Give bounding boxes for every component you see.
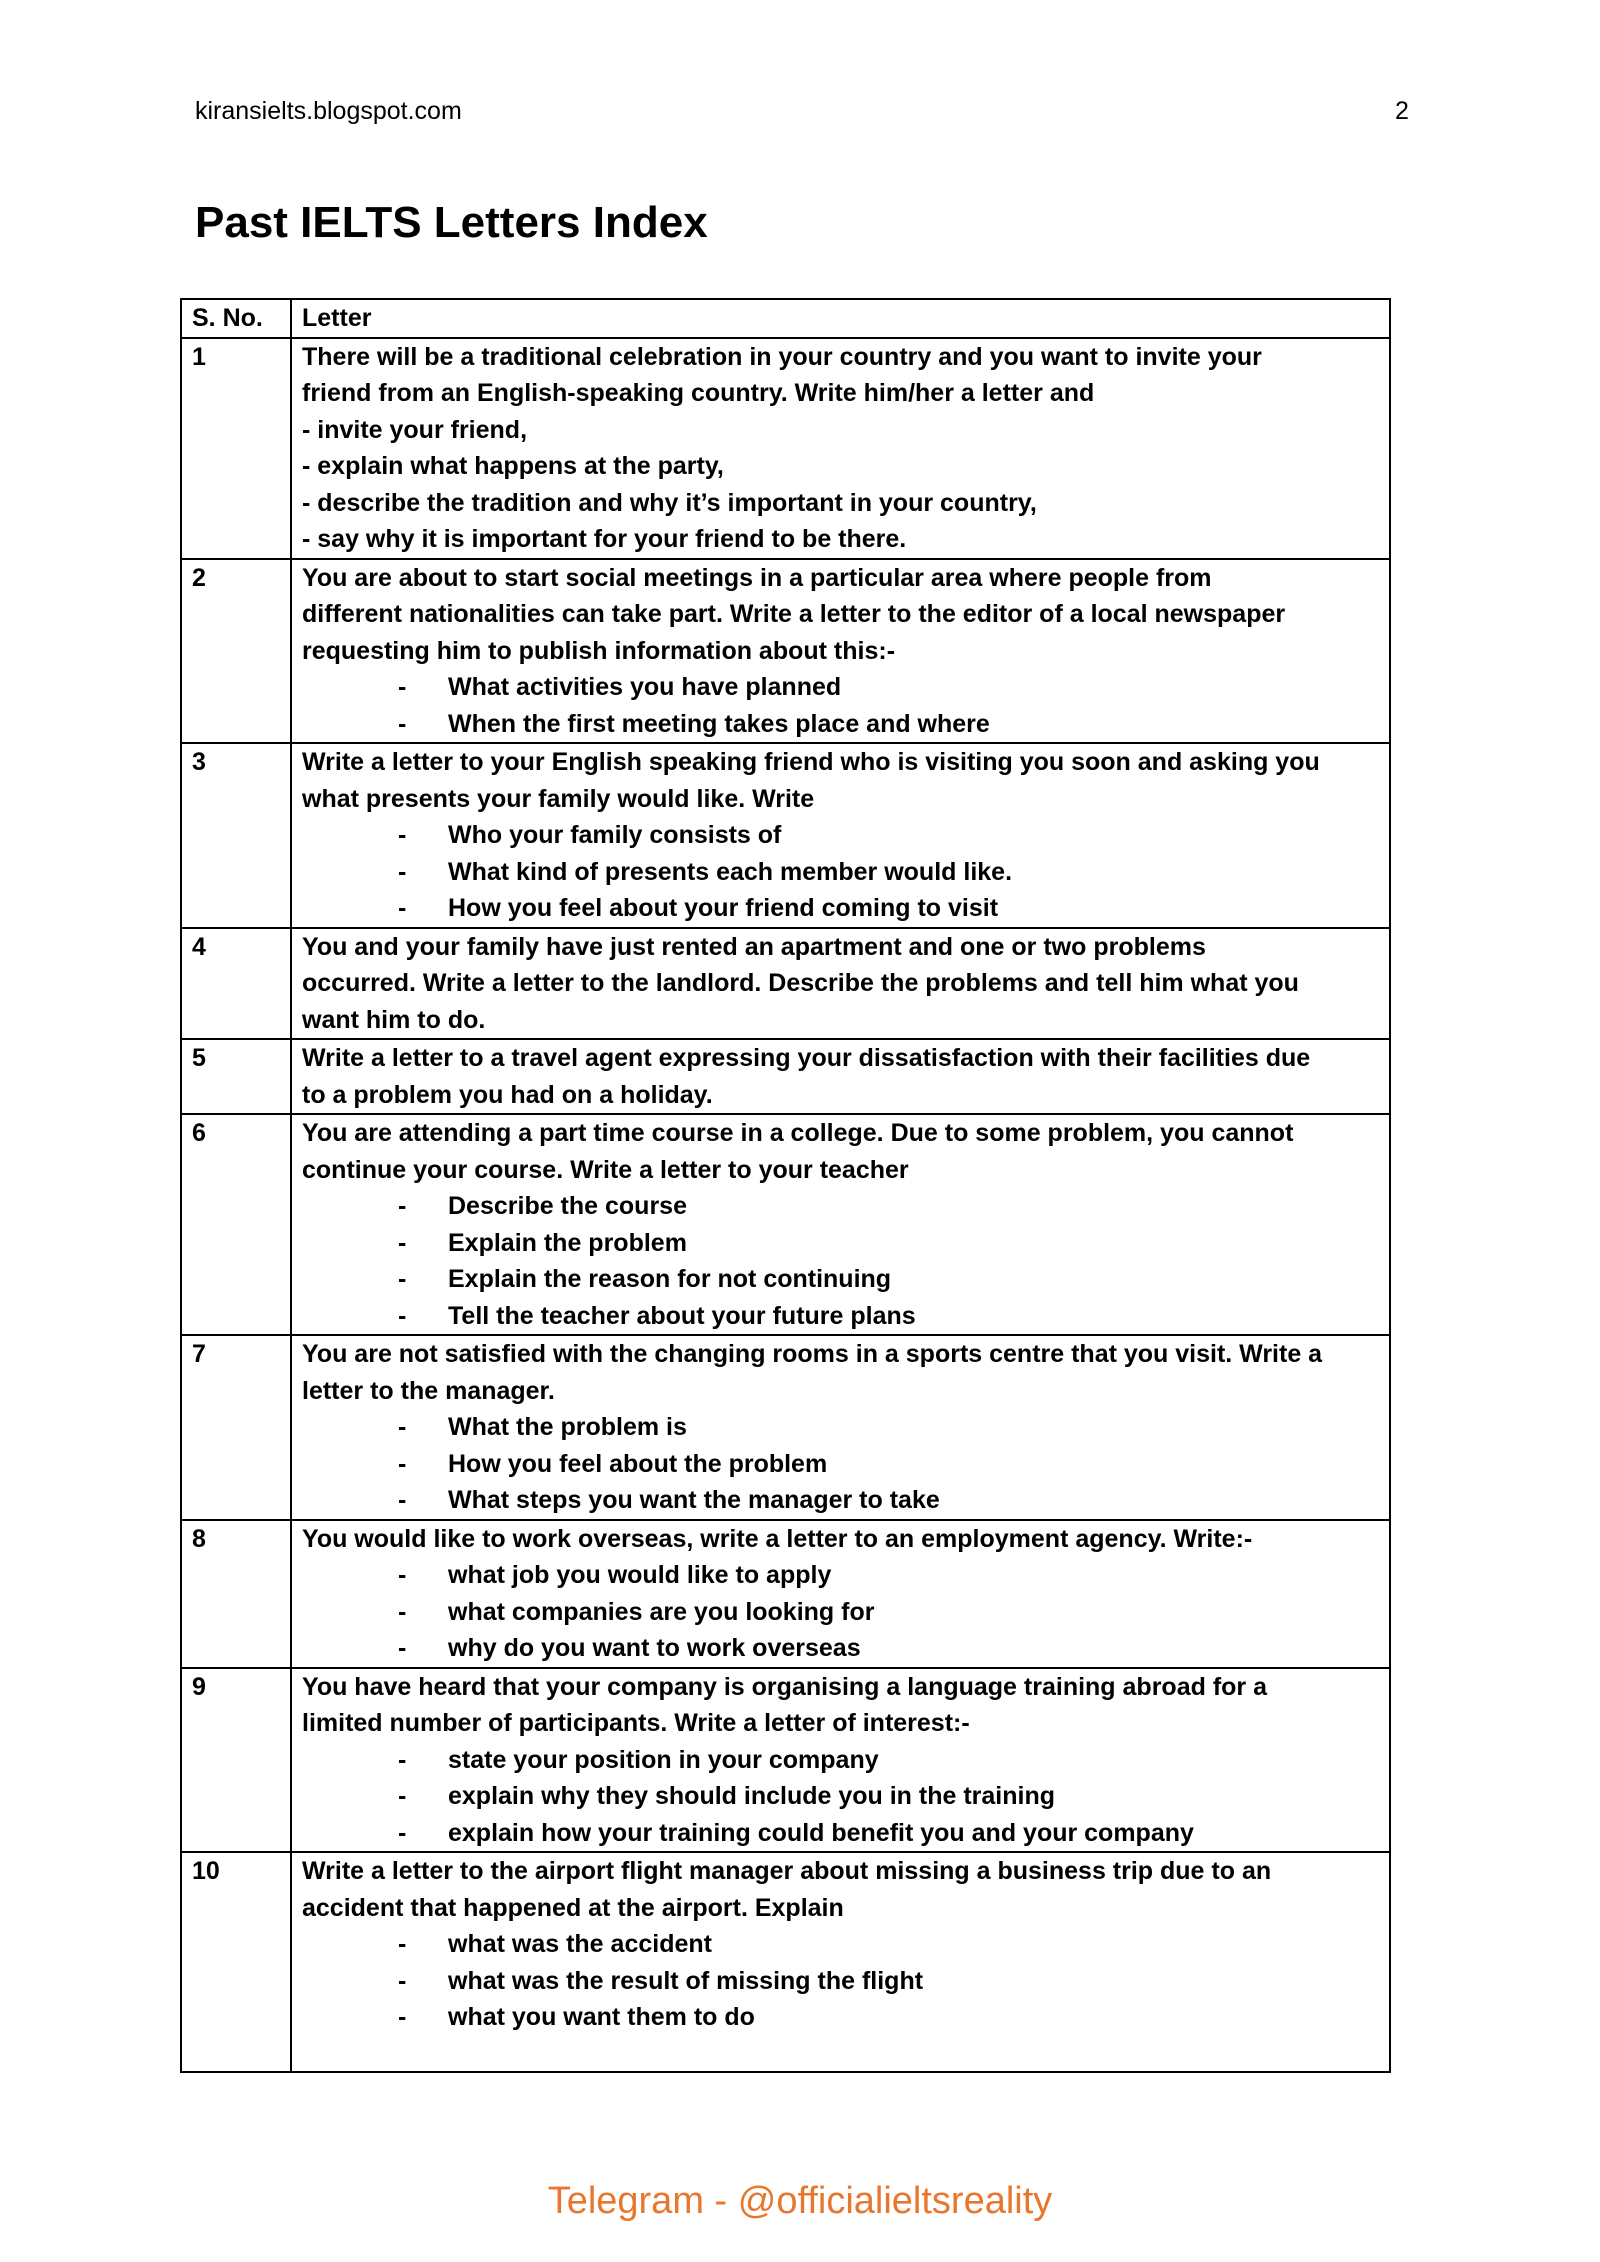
page-title: Past IELTS Letters Index	[195, 198, 708, 247]
header-site: kiransielts.blogspot.com	[195, 97, 462, 125]
prompt-bullet	[302, 1742, 1379, 1779]
prompt-bullet	[302, 669, 1379, 706]
row-number: 3	[181, 743, 291, 928]
prompt-line: You and your family have just rented an apartment and one or two problems	[302, 932, 1206, 961]
prompt-bullet	[302, 1999, 1379, 2036]
bullet-text: What the problem is	[448, 1413, 687, 1441]
prompt-bullet	[302, 890, 1379, 927]
letter-prompt	[291, 338, 1390, 559]
dash-bullet-icon: -	[398, 709, 407, 738]
bullet-text: what companies are you looking for	[448, 1597, 875, 1626]
prompt-bullet	[302, 1298, 1379, 1335]
dash-bullet-icon: -	[398, 2003, 407, 2031]
table-row	[181, 1335, 1390, 1520]
bullet-text: Tell the teacher about your future plans	[448, 1301, 916, 1330]
prompt-line: want him to do.	[302, 1005, 486, 1034]
row-number: 10	[181, 1852, 291, 2072]
page-number: 2	[1395, 97, 1409, 125]
prompt-line: Write a letter to your English speaking friend who is visiting you soon and asking you	[302, 748, 1320, 776]
bullet-text: state your position in your company	[448, 1745, 879, 1774]
table-row	[181, 338, 1390, 559]
prompt-line: There will be a traditional celebration in your country and you want to invite your	[302, 342, 1262, 371]
letter-prompt	[291, 1852, 1390, 2072]
letter-prompt	[291, 928, 1390, 1040]
prompt-line: - describe the tradition and why it’s important in your country,	[302, 488, 1037, 517]
prompt-line: You are attending a part time course in a college. Due to some problem, you cannot	[302, 1119, 1294, 1147]
dash-bullet-icon: -	[398, 1301, 407, 1330]
bullet-text: When the first meeting takes place and where	[448, 709, 990, 738]
bullet-text: Who your family consists of	[448, 821, 782, 849]
prompt-line: to a problem you had on a holiday.	[302, 1080, 713, 1109]
row-number: 1	[181, 338, 291, 559]
prompt-bullet	[302, 1630, 1379, 1667]
bullet-text: what job you would like to apply	[448, 1561, 832, 1589]
table-row	[181, 559, 1390, 744]
prompt-line: continue your course. Write a letter to your teacher	[302, 1155, 909, 1184]
bullet-text: How you feel about the problem	[448, 1449, 828, 1478]
prompt-bullet	[302, 1594, 1379, 1631]
bullet-text: what was the accident	[448, 1930, 712, 1958]
prompt-line: You would like to work overseas, write a letter to an employment agency. Write:-	[302, 1524, 1253, 1553]
table-row	[181, 1520, 1390, 1668]
prompt-bullet	[302, 1963, 1379, 2000]
letter-prompt	[291, 1335, 1390, 1520]
column-header-letter: Letter	[291, 299, 1390, 338]
bullet-text: What steps you want the manager to take	[448, 1486, 940, 1514]
bullet-text: What kind of presents each member would like.	[448, 857, 1013, 886]
prompt-bullet	[302, 817, 1379, 854]
prompt-bullet	[302, 1225, 1379, 1262]
telegram-footer: Telegram - @officialieltsreality	[547, 2180, 1053, 2222]
prompt-line: limited number of participants. Write a letter of interest:-	[302, 1709, 970, 1737]
table-row	[181, 928, 1390, 1040]
dash-bullet-icon: -	[398, 1228, 407, 1257]
prompt-line: Write a letter to a travel agent expressing your dissatisfaction with their facilities due	[302, 1044, 1311, 1072]
row-number: 7	[181, 1335, 291, 1520]
dash-bullet-icon: -	[398, 1192, 407, 1220]
prompt-bullet	[302, 1446, 1379, 1483]
dash-bullet-icon: -	[398, 1449, 407, 1478]
dash-bullet-icon: -	[398, 673, 407, 701]
bullet-text: explain how your training could benefit you and your company	[448, 1818, 1194, 1847]
table-row	[181, 743, 1390, 928]
prompt-line: different nationalities can take part. Write a letter to the editor of a local newspaper	[302, 600, 1286, 628]
letter-prompt	[291, 559, 1390, 744]
table-row	[181, 1114, 1390, 1335]
bullet-text: why do you want to work overseas	[448, 1634, 861, 1662]
letters-index-table	[180, 298, 1391, 2073]
dash-bullet-icon: -	[398, 1561, 407, 1589]
prompt-bullet	[302, 1261, 1379, 1298]
prompt-line: what presents your family would like. Write	[302, 784, 815, 813]
prompt-bullet	[302, 1482, 1379, 1519]
prompt-bullet	[302, 1926, 1379, 1963]
dash-bullet-icon: -	[398, 1818, 407, 1847]
dash-bullet-icon: -	[398, 1597, 407, 1626]
bullet-text: Explain the problem	[448, 1228, 687, 1257]
letter-prompt	[291, 1520, 1390, 1668]
dash-bullet-icon: -	[398, 1413, 407, 1441]
dash-bullet-icon: -	[398, 1782, 407, 1810]
prompt-line: occurred. Write a letter to the landlord. Describe the problems and tell him what you	[302, 969, 1299, 997]
table-row	[181, 1668, 1390, 1853]
dash-bullet-icon: -	[398, 1745, 407, 1774]
dash-bullet-icon: -	[398, 821, 407, 849]
column-header-sno: S. No.	[181, 299, 291, 338]
letter-prompt	[291, 1039, 1390, 1114]
prompt-line: friend from an English-speaking country. Write him/her a letter and	[302, 379, 1095, 407]
row-number: 4	[181, 928, 291, 1040]
prompt-bullet	[302, 1815, 1379, 1852]
letter-prompt	[291, 1114, 1390, 1335]
prompt-bullet	[302, 854, 1379, 891]
dash-bullet-icon: -	[398, 1265, 407, 1293]
dash-bullet-icon: -	[398, 1486, 407, 1514]
bullet-text: Describe the course	[448, 1192, 687, 1220]
prompt-line: accident that happened at the airport. Explain	[302, 1893, 844, 1922]
table-row	[181, 1852, 1390, 2072]
bullet-text: What activities you have planned	[448, 673, 842, 701]
row-number: 6	[181, 1114, 291, 1335]
prompt-bullet	[302, 1188, 1379, 1225]
prompt-line: letter to the manager.	[302, 1376, 555, 1405]
prompt-bullet	[302, 1557, 1379, 1594]
dash-bullet-icon: -	[398, 857, 407, 886]
row-number: 5	[181, 1039, 291, 1114]
row-number: 9	[181, 1668, 291, 1853]
bullet-text: what was the result of missing the flight	[448, 1966, 924, 1995]
prompt-line: Write a letter to the airport flight manager about missing a business trip due to an	[302, 1857, 1272, 1885]
prompt-line: - invite your friend,	[302, 415, 528, 444]
dash-bullet-icon: -	[398, 1966, 407, 1995]
prompt-bullet	[302, 706, 1379, 743]
bullet-text: explain why they should include you in the training	[448, 1782, 1056, 1810]
dash-bullet-icon: -	[398, 894, 407, 922]
prompt-line: You have heard that your company is organising a language training abroad for a	[302, 1672, 1267, 1701]
bullet-text: How you feel about your friend coming to visit	[448, 894, 999, 922]
dash-bullet-icon: -	[398, 1634, 407, 1662]
prompt-line: requesting him to publish information about this:-	[302, 636, 896, 665]
letter-prompt	[291, 1668, 1390, 1853]
prompt-line: You are about to start social meetings in a particular area where people from	[302, 563, 1212, 592]
row-number: 2	[181, 559, 291, 744]
prompt-line: - explain what happens at the party,	[302, 452, 724, 480]
prompt-line: - say why it is important for your friend to be there.	[302, 525, 907, 553]
letter-prompt	[291, 743, 1390, 928]
prompt-bullet	[302, 1409, 1379, 1446]
bullet-text: Explain the reason for not continuing	[448, 1265, 892, 1293]
prompt-bullet	[302, 1778, 1379, 1815]
table-header-row	[181, 299, 1390, 338]
bullet-text: what you want them to do	[448, 2003, 755, 2031]
dash-bullet-icon: -	[398, 1930, 407, 1958]
row-number: 8	[181, 1520, 291, 1668]
table-row	[181, 1039, 1390, 1114]
prompt-line: You are not satisfied with the changing rooms in a sports centre that you visit. Write a	[302, 1340, 1323, 1368]
